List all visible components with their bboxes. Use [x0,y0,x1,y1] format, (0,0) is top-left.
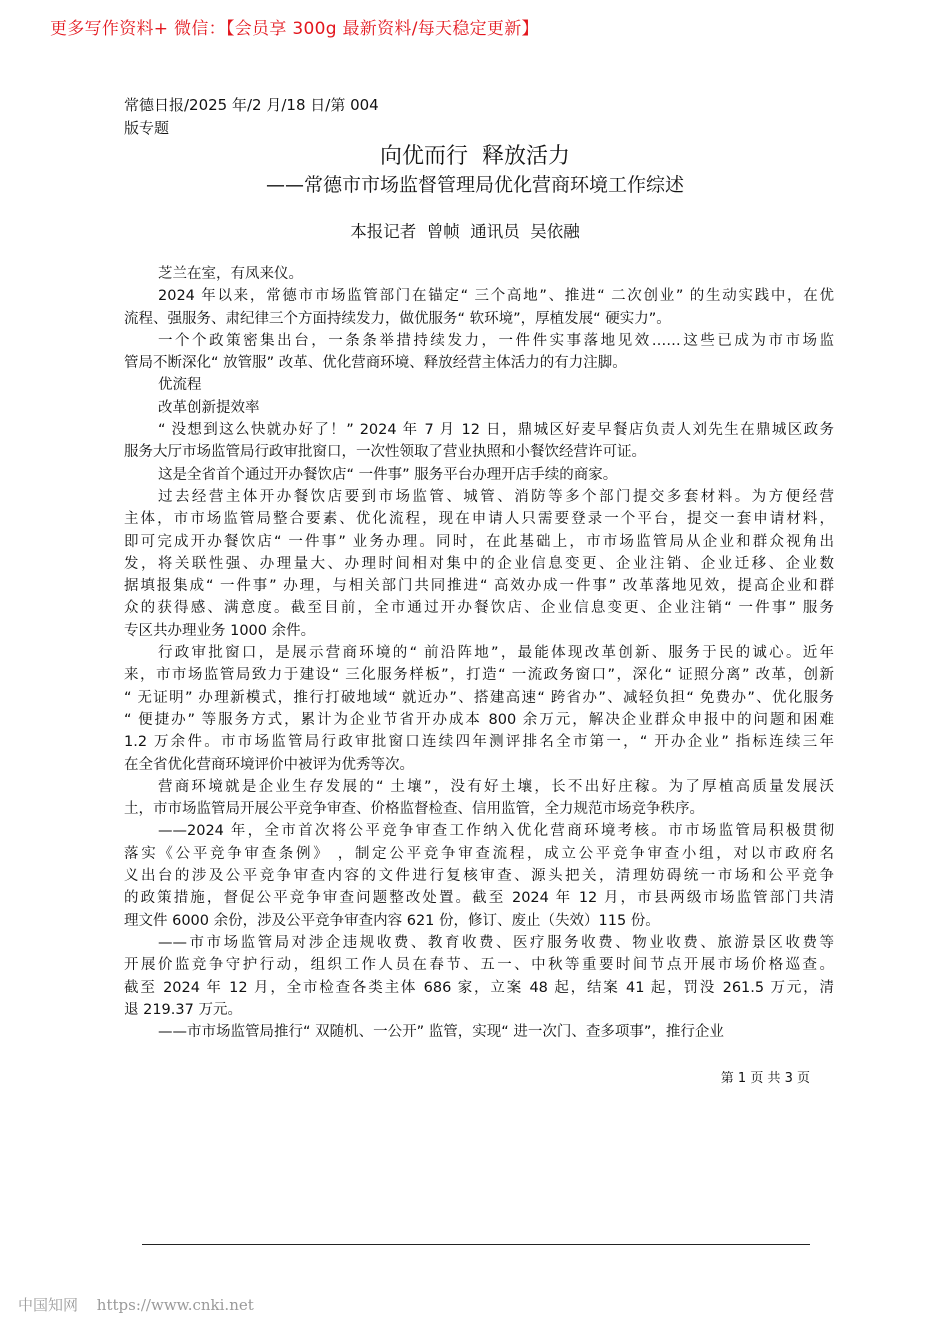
body-line: 芝兰在室，有凤来仪。 [158,266,303,282]
body-line: 这是全省首个通过开办餐饮店“ 一件事” 服务平台办理开店手续的商家。 [158,466,618,483]
body-line: 土，市市场监管局开展公平竞争审查、价格监督检查、信用监管，全力规范市场竞争秩序。 [124,801,704,818]
promo-banner: 更多写作资料+ 微信：【会员享 300g 最新资料/每天稳定更新】 [50,19,539,39]
page-indicator: 第 1 页 共 3 页 [720,1071,810,1086]
body-line: ——2024 年，全市首次将公平竞争审查工作纳入优化营商环境考核。市市场监管局积极贯彻 [158,823,834,840]
body-line: 截至 2024 年 12 月，全市检查各类主体 686 家，立案 48 起，结案 41 起，罚没 261.5 万元，清 [124,979,834,996]
body-line: 开展价监竞争守护行动，组织工作人员在春节、五一、中秋等重要时间节点开展市场价格巡查。 [124,957,834,974]
body-line: 义出台的涉及公平竞争审查内容的文件进行复核审查、源头把关，清理妨碍统一市场和公平竞争 [124,868,834,885]
source-line: 版专题 [124,119,170,137]
body-line: 来，市市场监管局致力于建设“ 三化服务样板”，打造“ 一流政务窗口”，深化“ 证照分离” 改革，创新 [124,667,834,684]
body-line: 理文件 6000 余份，涉及公平竞争审查内容 621 份，修订、废止（失效）115 份。 [124,912,660,929]
source-citation [124,94,394,140]
body-line: 一个个政策密集出台，一条条举措持续发力，一件件实事落地见效……这些已成为市市场监 [158,332,834,349]
footer-url: https://www.cnki.net [96,1296,254,1314]
article-title: 向优而行 释放活力 [380,144,570,169]
body-line: “ 无证明” 办理新模式，推行打破地域“ 就近办”、搭建高速“ 跨省办”、减轻负担“ 免费办”、优化服务 [124,689,834,706]
footer-watermark [18,1294,418,1315]
body-line: 主体，市市场监管局整合要素、优化流程，现在申请人只需要登录一个平台，提交一套申请材料， [124,511,834,528]
body-line: 据填报集成“ 一件事” 办理，与相关部门共同推进“ 高效办成一件事” 改革落地见效，提高企业和群 [124,578,834,595]
article-body [124,263,834,1043]
body-line: 落实《公平竞争审查条例》 ，制定公平竞争审查流程，成立公平竞争审查小组，对以市政府名 [124,845,834,862]
body-line: 众的获得感、满意度。截至目前，全市通过开办餐饮店、企业信息变更、企业注销“ 一件事” 服务 [124,600,834,617]
article-subtitle: ——常德市市场监督管理局优化营商环境工作综述 [265,174,684,196]
body-line: 营商环境就是企业生存发展的“ 土壤”，没有好土壤，长不出好庄稼。为了厚植高质量发展沃 [158,778,834,795]
body-line: 的政策措施，督促公平竞争审查问题整改处置。截至 2024 年 12 月，市县两级市场监管部门共清 [124,890,834,907]
article-byline: 本报记者 曾帧 通讯员 吴依融 [350,222,580,241]
body-line: 2024 年以来，常德市市场监管部门在锚定“ 三个高地”、推进“ 二次创业” 的生动实践中，在优 [158,288,834,305]
footer-brand: 中国知网 [18,1296,79,1314]
body-line: 退 219.37 万元。 [124,1001,242,1018]
body-line: 服务大厅市场监管局行政审批窗口，一次性领取了营业执照和小餐饮经营许可证。 [124,444,646,461]
body-line: 优流程 [158,377,202,394]
body-line: 1.2 万余件。市市场监管局行政审批窗口连续四年测评排名全市第一，“ 开办企业” 指标连续三年 [124,734,834,751]
body-line: “ 便捷办” 等服务方式，累计为企业节省开办成本 800 余万元，解决企业群众申报中的问题和困难 [124,711,834,728]
body-line: 行政审批窗口，是展示营商环境的“ 前沿阵地”，最能体现改革创新、服务于民的诚心。近年 [158,645,834,662]
body-line: ——市市场监管局推行“ 双随机、一公开” 监管，实现“ 进一次门、查多项事”，推行企业 [158,1024,724,1041]
body-line: “ 没想到这么快就办好了！” 2024 年 7 月 12 日，鼎城区好麦早餐店负责人刘先生在鼎城区政务 [158,422,834,439]
body-line: 即可完成开办餐饮店“ 一件事” 业务办理。同时，在此基础上，市市场监管局从企业和群众视角出 [124,533,834,550]
body-line: 在全省优化营商环境评价中被评为优秀等次。 [124,756,414,773]
body-line: ——市市场监管局对涉企违规收费、教育收费、医疗服务收费、物业收费、旅游景区收费等 [158,934,834,951]
body-line: 管局不断深化“ 放管服” 改革、优化营商环境、释放经营主体活力的有力注脚。 [124,355,627,372]
body-line: 改革创新提效率 [158,399,260,416]
body-line: 流程、强服务、肃纪律三个方面持续发力，做优服务“ 软环境”，厚植发展“ 硬实力”。 [124,310,671,327]
body-line: 过去经营主体开办餐饮店要到市场监管、城管、消防等多个部门提交多套材料。为方便经营 [158,488,834,505]
body-line: 发，将关联性强、办理量大、办理时间相对集中的企业信息变更、企业注销、企业迁移、企业数 [124,555,834,572]
body-line: 专区共办理业务 1000 余件。 [124,622,316,639]
source-line: 常德日报/2025 年/2 月/18 日/第 004 [124,96,379,114]
footer-divider [142,1244,810,1245]
